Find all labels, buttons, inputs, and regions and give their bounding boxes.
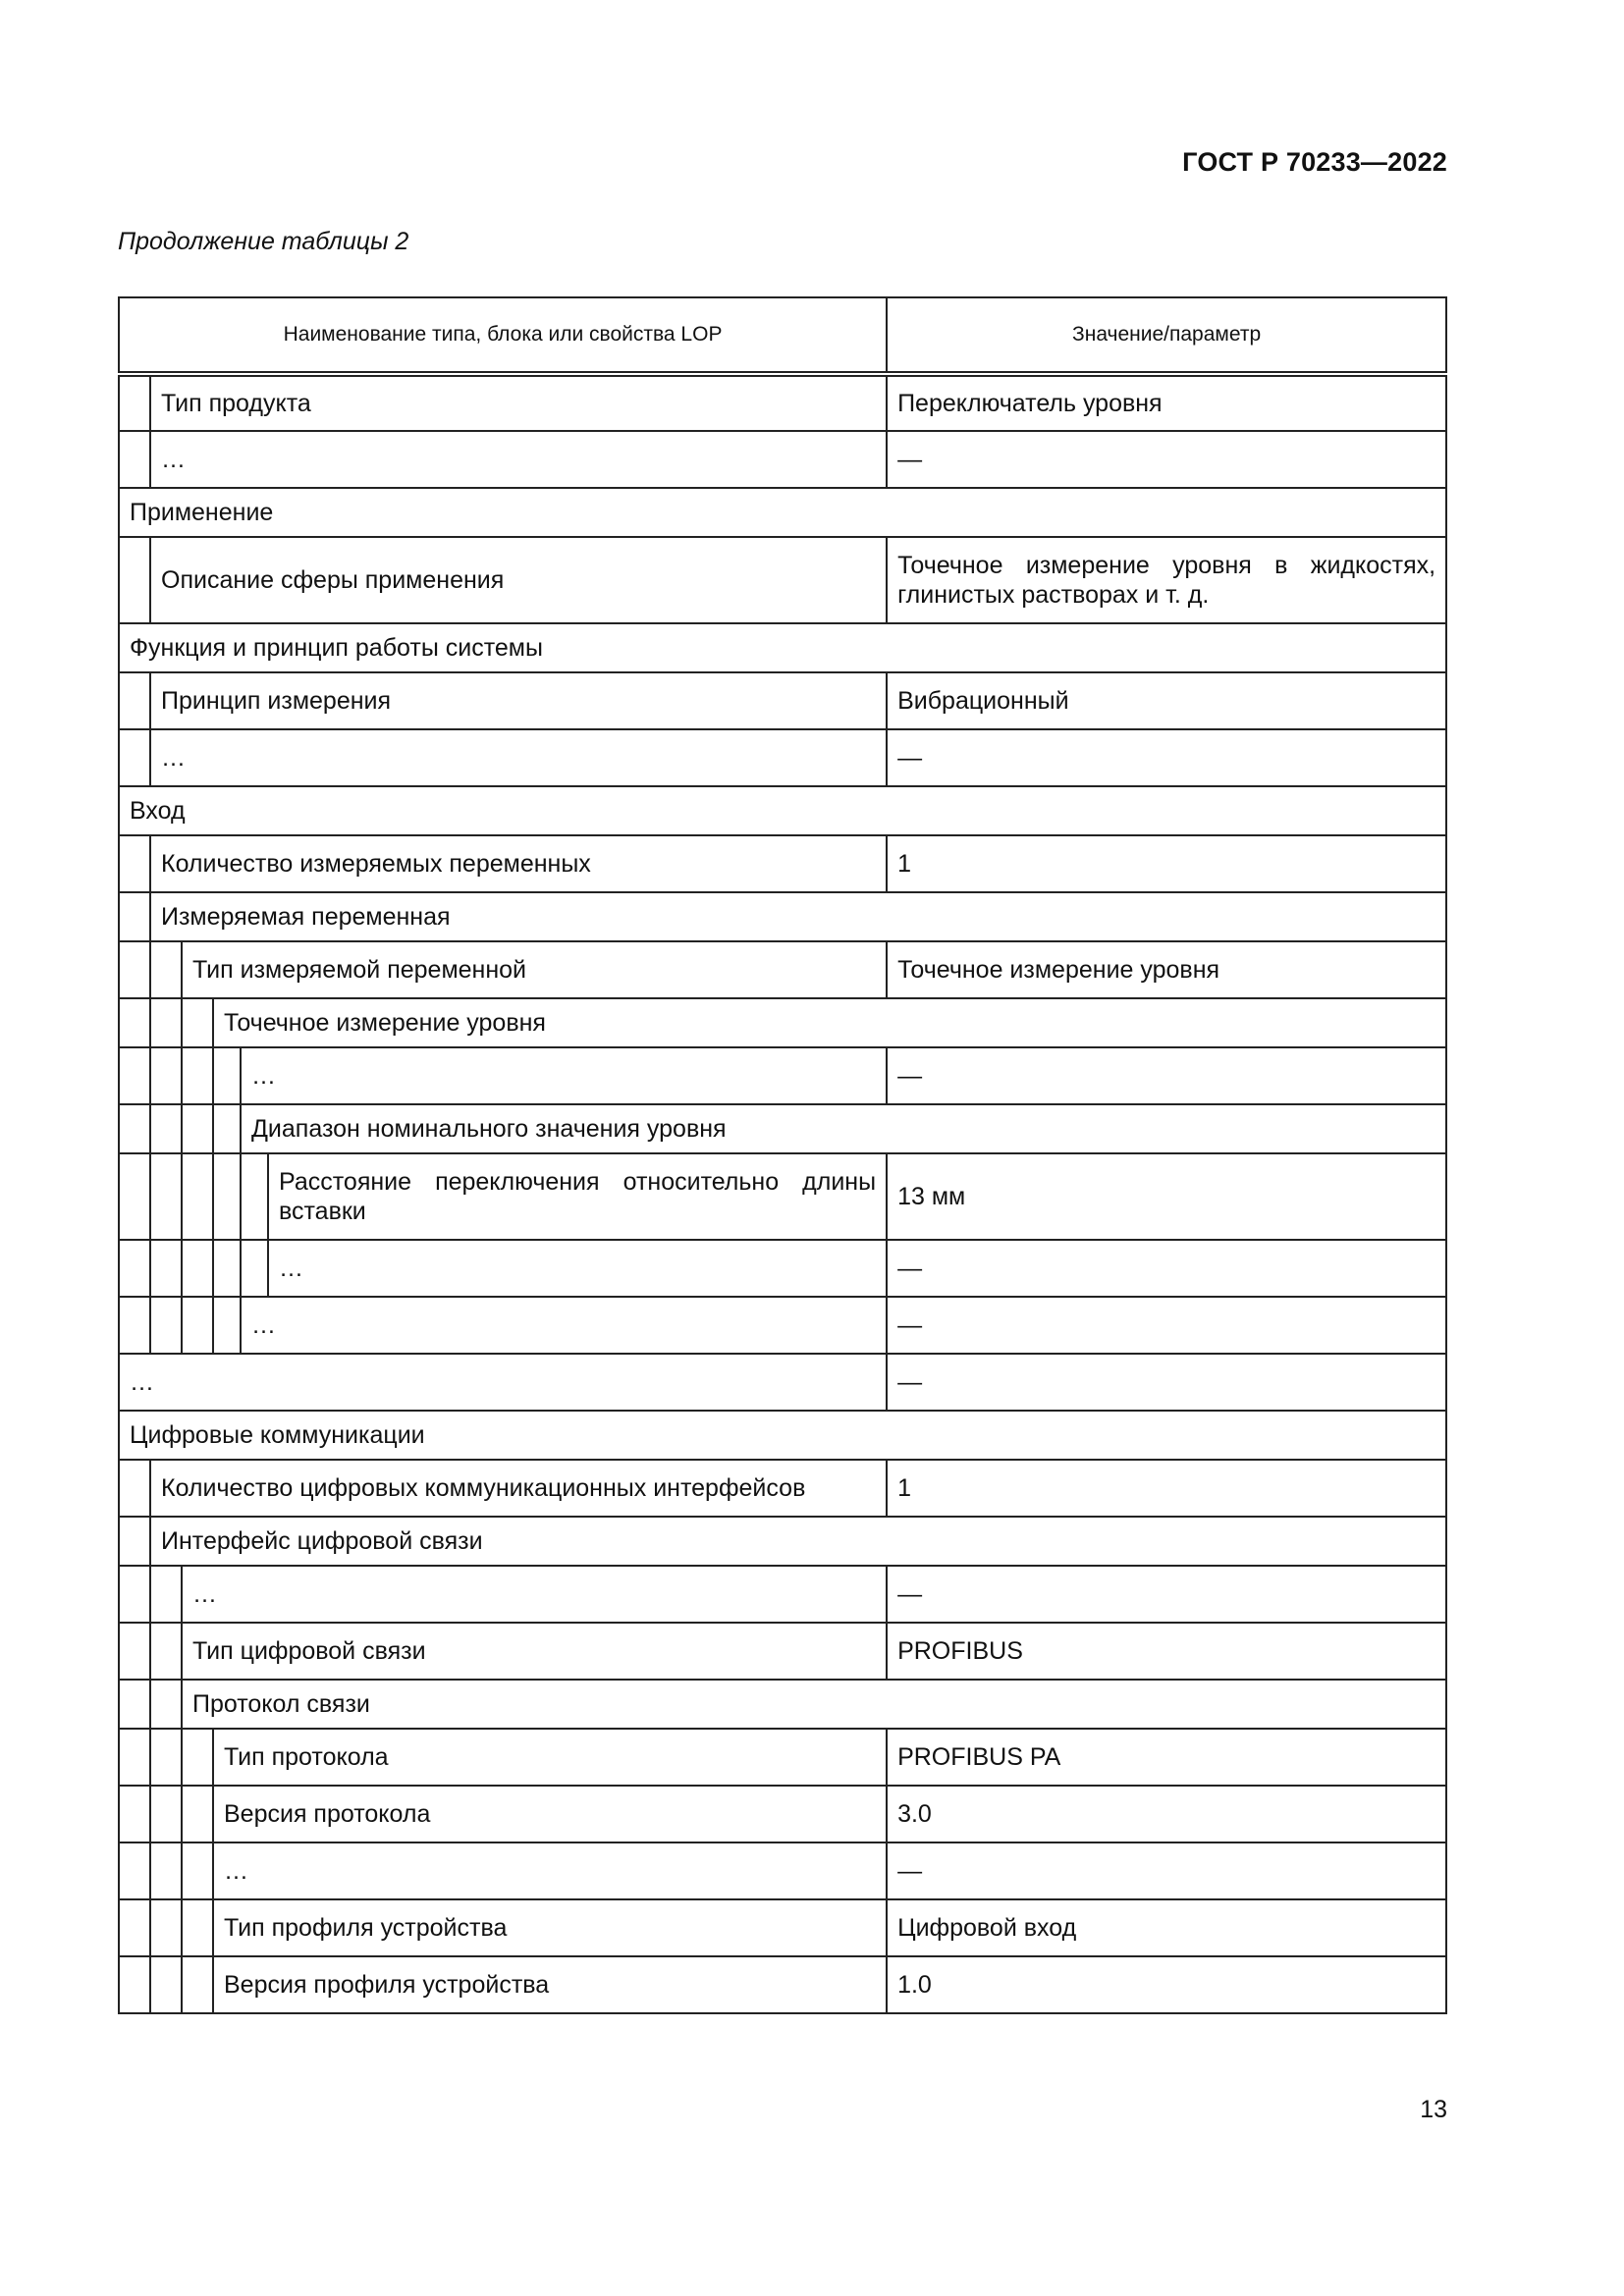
row-value: — [887,1240,1446,1297]
table-row [119,1047,1446,1104]
row-value: — [887,1047,1446,1104]
row-name: Интерфейс цифровой связи [150,1517,1446,1566]
table-row [119,892,1446,941]
row-value: — [887,1842,1446,1899]
table-row [119,1411,1446,1460]
table-row [119,1899,1446,1956]
row-name: … [182,1566,887,1623]
row-name: Тип цифровой связи [182,1623,887,1680]
row-name: Описание сферы применения [150,537,887,623]
table-row [119,537,1446,623]
row-name: … [241,1047,887,1104]
indent-cell [150,1297,182,1354]
table-row [119,1566,1446,1623]
indent-cell [182,1729,213,1786]
table-row [119,1460,1446,1517]
indent-cell [182,1240,213,1297]
table-row [119,1842,1446,1899]
row-name: … [150,431,887,488]
indent-cell [119,1153,150,1240]
indent-cell [150,1786,182,1842]
indent-cell [119,729,150,786]
indent-cell [150,1842,182,1899]
row-name: … [213,1842,887,1899]
indent-cell [150,1623,182,1680]
indent-cell [150,1566,182,1623]
row-name: … [241,1297,887,1354]
table-row [119,1956,1446,2013]
row-name: Принцип измерения [150,672,887,729]
document-number: ГОСТ Р 70233—2022 [1182,147,1447,177]
row-name: … [268,1240,887,1297]
indent-cell [119,835,150,892]
column-header-name: Наименование типа, блока или свойства LOP [119,297,887,374]
row-value: — [887,1354,1446,1411]
row-name: Измеряемая переменная [150,892,1446,941]
table-row [119,1354,1446,1411]
table-header-row [119,297,1446,374]
indent-cell [119,1566,150,1623]
row-value: Вибрационный [887,672,1446,729]
table-row [119,1104,1446,1153]
indent-cell [213,1240,241,1297]
row-name: Тип профиля устройства [213,1899,887,1956]
indent-cell [182,1899,213,1956]
indent-cell [119,1680,150,1729]
indent-cell [150,1729,182,1786]
table-row [119,623,1446,672]
indent-cell [150,1680,182,1729]
indent-cell [119,1517,150,1566]
table-caption: Продолжение таблицы 2 [118,228,409,255]
indent-cell [119,1047,150,1104]
row-value: Точечное измерение уровня [887,941,1446,998]
row-name: Количество цифровых коммуникационных интерфейсов [150,1460,887,1517]
row-value: Цифровой вход [887,1899,1446,1956]
indent-cell [150,941,182,998]
indent-cell [119,998,150,1047]
row-value: — [887,1297,1446,1354]
indent-cell [150,1104,182,1153]
indent-cell [119,537,150,623]
indent-cell [119,431,150,488]
row-value: 1 [887,835,1446,892]
row-name: Расстояние переключения относительно длины вставки [268,1153,887,1240]
row-name: Версия протокола [213,1786,887,1842]
table-row [119,1297,1446,1354]
row-name: Тип измеряемой переменной [182,941,887,998]
indent-cell [119,1729,150,1786]
row-name: Точечное измерение уровня [213,998,1446,1047]
indent-cell [182,1104,213,1153]
row-value: — [887,729,1446,786]
row-name: Версия профиля устройства [213,1956,887,2013]
row-name: Количество измеряемых переменных [150,835,887,892]
column-header-value: Значение/параметр [887,297,1446,374]
row-value: 1 [887,1460,1446,1517]
table-row [119,998,1446,1047]
indent-cell [119,374,150,431]
indent-cell [119,1240,150,1297]
table-row [119,1623,1446,1680]
table-row [119,374,1446,431]
row-name: Протокол связи [182,1680,1446,1729]
table-row [119,672,1446,729]
indent-cell [182,1786,213,1842]
indent-cell [119,892,150,941]
row-name: … [150,729,887,786]
table-row [119,835,1446,892]
indent-cell [182,1842,213,1899]
indent-cell [182,1297,213,1354]
row-value: PROFIBUS PA [887,1729,1446,1786]
indent-cell [150,1899,182,1956]
indent-cell [119,1786,150,1842]
row-value: — [887,431,1446,488]
row-name: Тип продукта [150,374,887,431]
table-row [119,1729,1446,1786]
indent-cell [119,1899,150,1956]
row-value: Переключатель уровня [887,374,1446,431]
indent-cell [213,1047,241,1104]
indent-cell [241,1153,268,1240]
section-title: Функция и принцип работы системы [119,623,1446,672]
section-title: Цифровые коммуникации [119,1411,1446,1460]
indent-cell [119,1623,150,1680]
indent-cell [182,1956,213,2013]
indent-cell [119,941,150,998]
indent-cell [213,1153,241,1240]
table-row [119,1153,1446,1240]
row-name: Тип протокола [213,1729,887,1786]
indent-cell [150,1956,182,2013]
table-row [119,729,1446,786]
indent-cell [119,1956,150,2013]
indent-cell [213,1104,241,1153]
row-name: Диапазон номинального значения уровня [241,1104,1446,1153]
section-title: Вход [119,786,1446,835]
table-row [119,941,1446,998]
row-value: 3.0 [887,1786,1446,1842]
indent-cell [182,1153,213,1240]
table-row [119,1680,1446,1729]
table-row [119,488,1446,537]
row-value: 13 мм [887,1153,1446,1240]
section-title: Применение [119,488,1446,537]
table-row [119,1517,1446,1566]
table-row [119,786,1446,835]
indent-cell [119,672,150,729]
indent-cell [119,1460,150,1517]
indent-cell [150,1240,182,1297]
row-value: — [887,1566,1446,1623]
indent-cell [119,1297,150,1354]
row-value: Точечное измерение уровня в жидкостях, глинистых растворах и т. д. [887,537,1446,623]
row-value: 1.0 [887,1956,1446,2013]
indent-cell [182,1047,213,1104]
indent-cell [182,998,213,1047]
indent-cell [150,1047,182,1104]
spec-table [118,296,1447,2014]
indent-cell [241,1240,268,1297]
page-number: 13 [1420,2096,1447,2123]
table-row [119,431,1446,488]
section-title: … [119,1354,887,1411]
row-value: PROFIBUS [887,1623,1446,1680]
table-row [119,1786,1446,1842]
indent-cell [119,1842,150,1899]
table-row [119,1240,1446,1297]
indent-cell [150,1153,182,1240]
indent-cell [150,998,182,1047]
indent-cell [119,1104,150,1153]
indent-cell [213,1297,241,1354]
